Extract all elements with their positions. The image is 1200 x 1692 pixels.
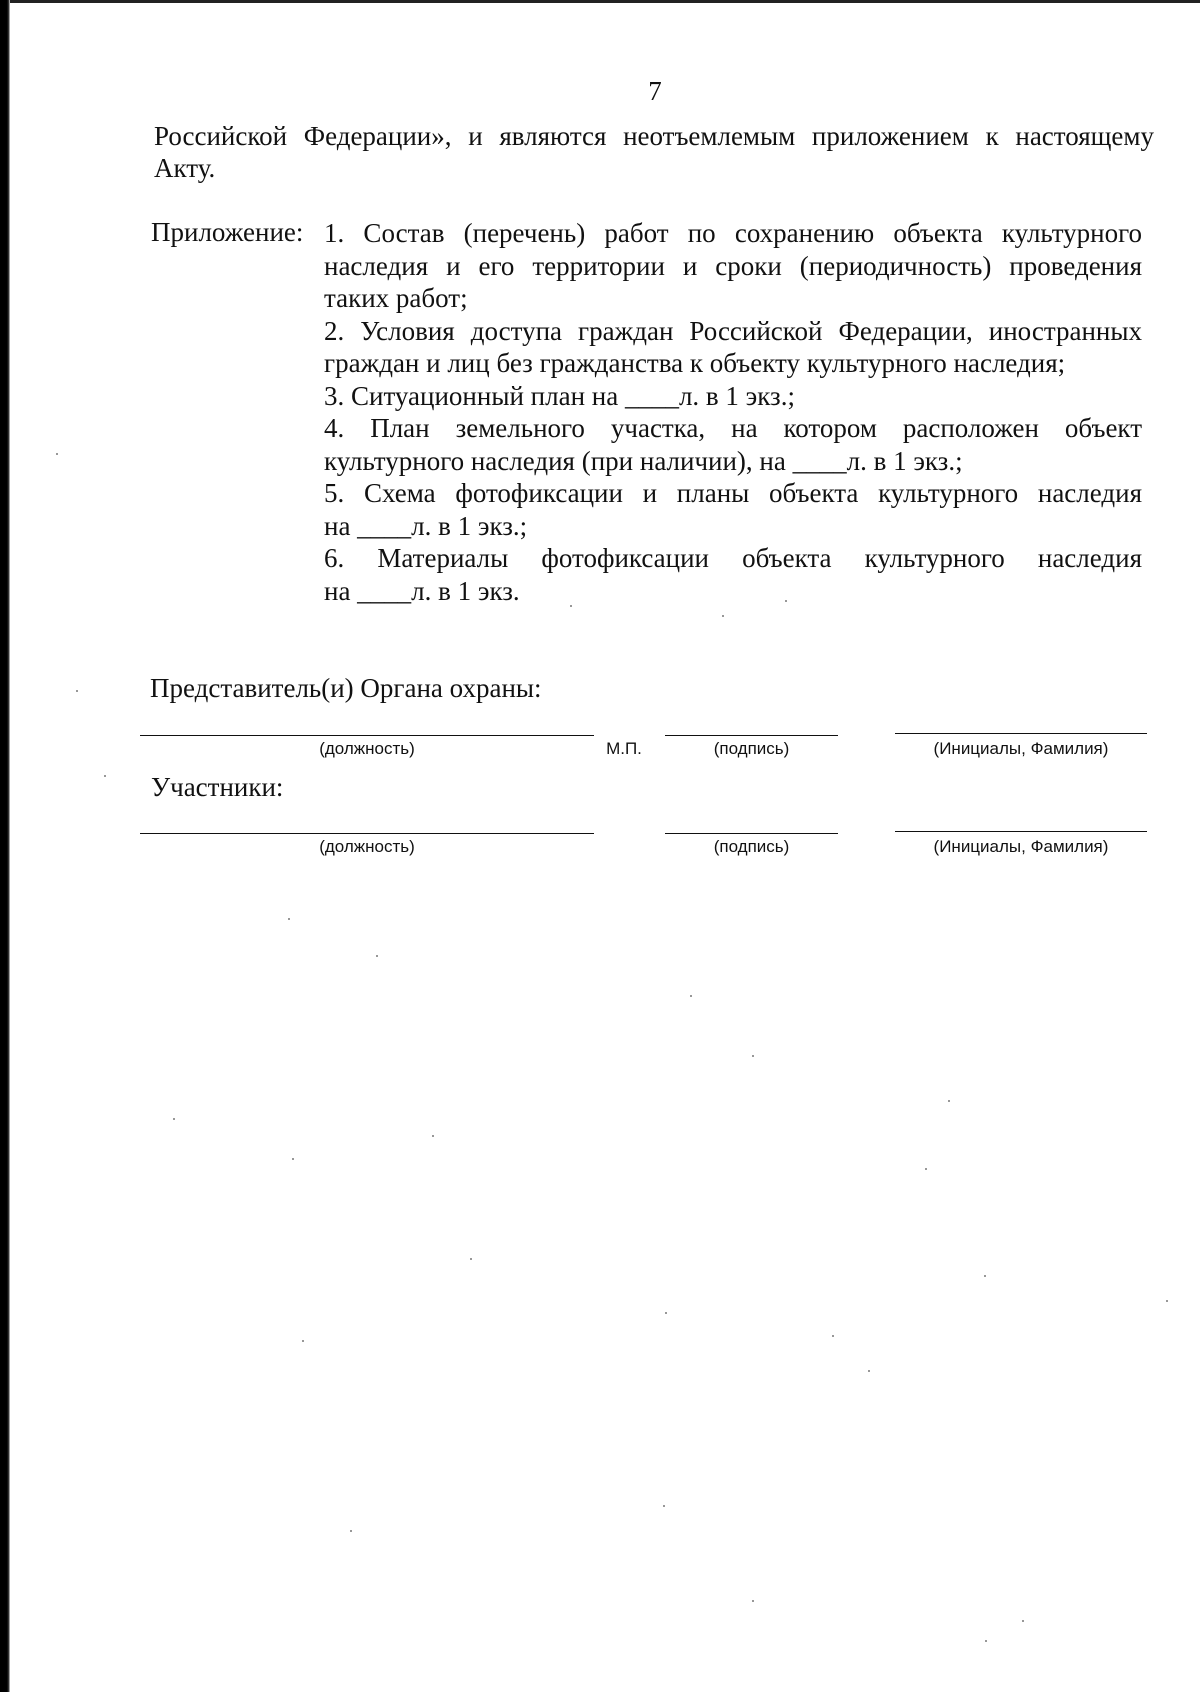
scan-speck — [985, 1640, 987, 1642]
scan-speck — [432, 1135, 434, 1137]
name-caption: (Инициалы, Фамилия) — [933, 739, 1109, 758]
appendix-item-line: на ____л. в 1 экз.; — [324, 510, 528, 541]
signature-line — [665, 735, 838, 737]
appendix-item — [324, 315, 1142, 380]
position-caption: (должность) — [319, 739, 415, 758]
appendix-item-line: 3. Ситуационный план на ____л. в 1 экз.; — [324, 380, 795, 411]
appendix-item-line: на ____л. в 1 экз. — [324, 575, 520, 606]
name-caption: (Инициалы, Фамилия) — [933, 837, 1109, 856]
appendix-item-line: граждан и лиц без гражданства к объекту культурного наследия; — [324, 348, 1066, 378]
appendix-item — [324, 412, 1142, 477]
intro-line: Акту. — [154, 153, 216, 183]
appendix-item-line: 2. Условия доступа граждан Российской Федерации, иностранных — [324, 315, 1142, 346]
scan-speck — [302, 1340, 304, 1342]
scan-speck — [1022, 1620, 1024, 1622]
scan-speck — [665, 1312, 667, 1314]
scan-edge-left — [0, 0, 10, 1692]
scan-speck — [376, 955, 378, 957]
scan-speck — [690, 995, 692, 997]
scan-speck — [350, 1530, 352, 1532]
scan-speck — [663, 1505, 665, 1507]
scan-speck — [570, 605, 572, 607]
appendix-item — [324, 477, 1142, 542]
position-line — [140, 735, 594, 737]
intro-line: Российской Федерации», и являются неотъемлемым приложением к настоящему — [154, 121, 1154, 151]
scan-speck — [470, 1258, 472, 1260]
scan-speck — [832, 1335, 834, 1337]
scan-speck — [785, 600, 787, 602]
name-line — [895, 831, 1147, 833]
scan-speck — [288, 918, 290, 920]
appendix-label: Приложение: — [151, 217, 304, 247]
intro-paragraph — [154, 120, 1154, 184]
appendix-item-line: 5. Схема фотофиксации и планы объекта культурного наследия — [324, 478, 1142, 508]
appendix-list — [324, 217, 1142, 607]
appendix-item-line: таких работ; — [324, 283, 468, 313]
appendix-item-line: 6. Материалы фотофиксации объекта культурного наследия — [324, 543, 1142, 573]
appendix-item — [324, 542, 1142, 607]
appendix-item-line: 4. План земельного участка, на котором расположен объект — [324, 413, 1142, 443]
scan-speck — [752, 1055, 754, 1057]
scan-speck — [722, 615, 724, 617]
position-line — [140, 833, 594, 835]
scan-speck — [752, 1600, 754, 1602]
scan-speck — [984, 1275, 986, 1277]
scan-speck — [925, 1168, 927, 1170]
appendix-item-line: культурного наследия (при наличии), на ____л. в 1 экз.; — [324, 445, 963, 476]
scan-speck — [868, 1370, 870, 1372]
position-caption: (должность) — [319, 837, 415, 856]
signature-caption: (подпись) — [713, 837, 790, 856]
scan-speck — [76, 690, 78, 692]
authority-heading: Представитель(и) Органа охраны: — [150, 673, 542, 703]
signature-caption: (подпись) — [713, 739, 790, 758]
scan-speck — [948, 1100, 950, 1102]
appendix-item-line: наследия и его территории и сроки (периодичность) проведения — [324, 250, 1142, 281]
signature-line — [665, 833, 838, 835]
page-number: 7 — [648, 76, 662, 106]
appendix-item-line: 1. Состав (перечень) работ по сохранению объекта культурного — [324, 218, 1142, 248]
appendix-item — [324, 380, 1142, 413]
seal-caption: М.П. — [606, 739, 642, 758]
scan-edge-top — [10, 0, 1200, 3]
name-line — [895, 733, 1147, 735]
scan-speck — [56, 453, 58, 455]
scan-speck — [173, 1118, 175, 1120]
scan-speck — [104, 775, 106, 777]
scan-speck — [292, 1158, 294, 1160]
participants-heading: Участники: — [151, 772, 284, 802]
scan-speck — [1166, 1300, 1168, 1302]
appendix-item — [324, 217, 1142, 315]
